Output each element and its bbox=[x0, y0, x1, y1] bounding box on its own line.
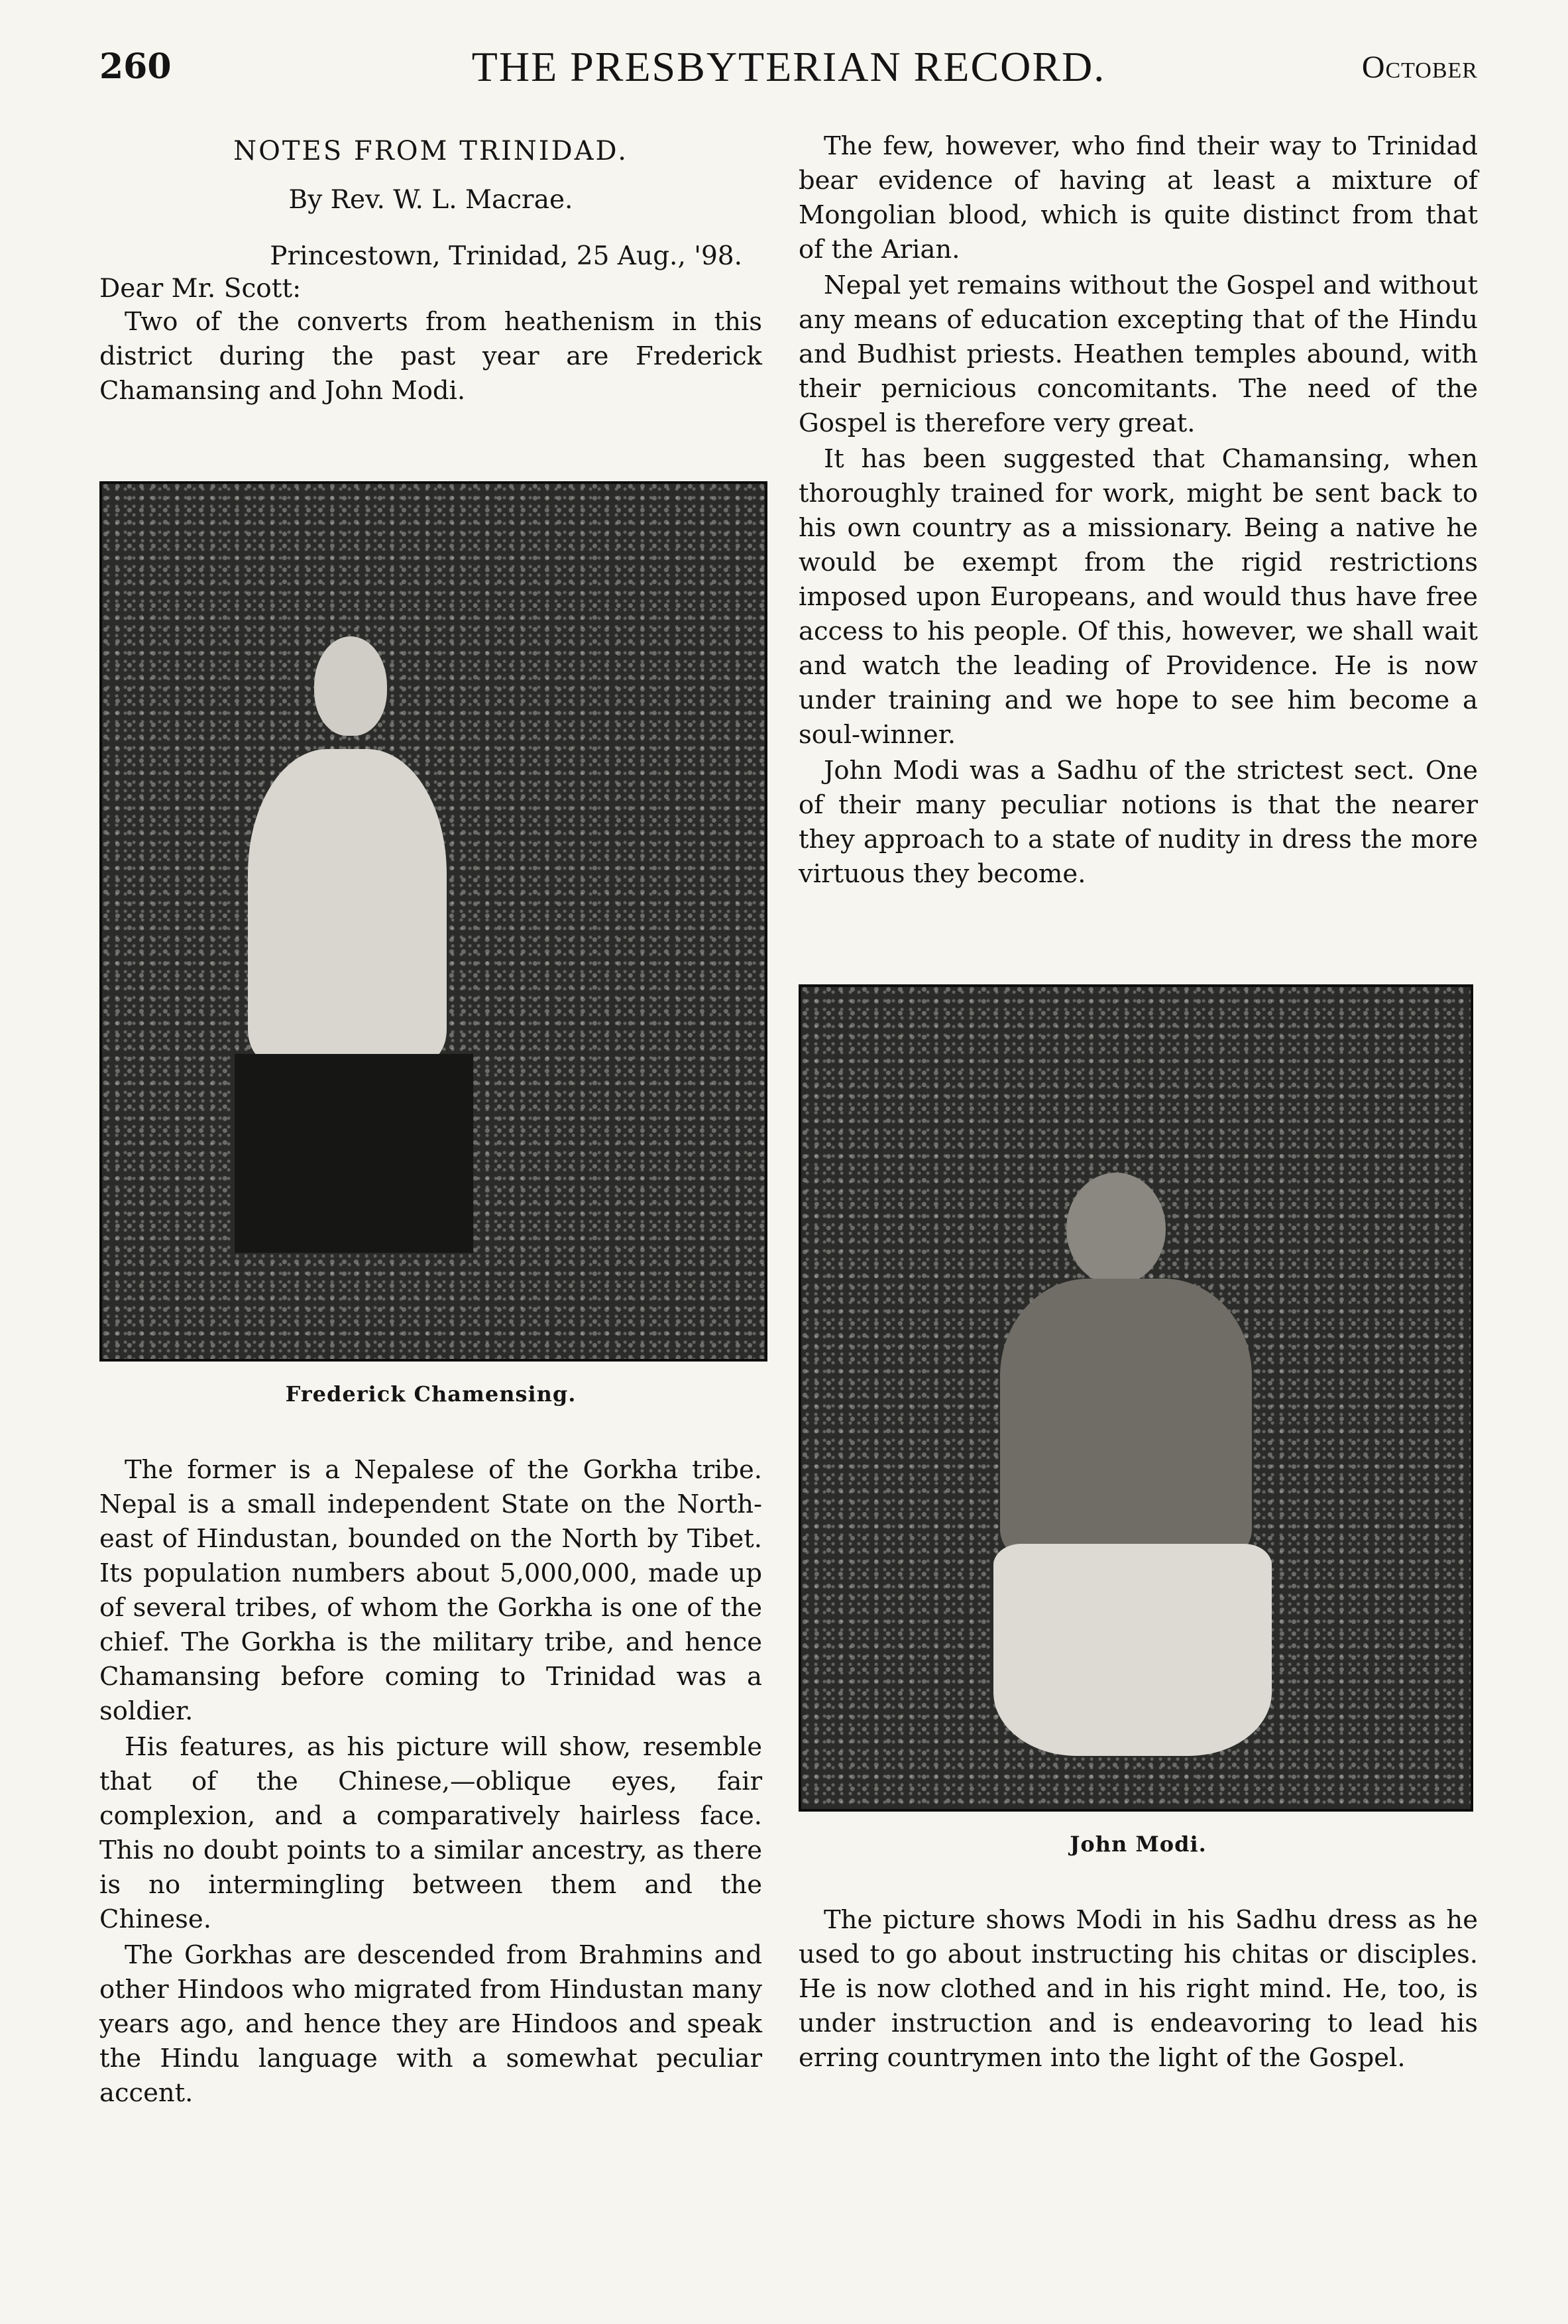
photo-seated-figure bbox=[314, 636, 387, 736]
caption-john-modi: John Modi. bbox=[1070, 1831, 1207, 1857]
right-paragraph: Nepal yet remains without the Gospel and without any means of education excepting that of the Hindu and Budhist priests. Heathen temples abound, with their pernicious concomitants. The need of the Gospel is therefore very great. bbox=[799, 270, 1478, 438]
photo-frederick-chamensing bbox=[99, 481, 767, 1362]
article-salutation: Dear Mr. Scott: bbox=[99, 274, 302, 304]
left-paragraph: His features, as his picture will show, resemble that of the Chinese,—oblique eyes, fair complexion, and a comparatively hairless face. This no doubt points to a similar ancestry, as there is no intermingling between them and the Chinese. bbox=[99, 1732, 762, 1934]
left-paragraph: The former is a Nepalese of the Gorkha tribe. Nepal is a small independent State on the North-east of Hindustan, bounded on the North by Tibet. Its population numbers about 5,000,000, made up of several tribes, of whom the Gorkha is one of the chief. The Gorkha is the military tribe, and hence Chamansing before coming to Trinidad was a soldier. bbox=[99, 1455, 762, 1726]
photo-standing-figure-head bbox=[1066, 1173, 1166, 1285]
article-dateline: Princestown, Trinidad, 25 Aug., '98. bbox=[270, 241, 742, 271]
right-paragraph: John Modi was a Sadhu of the strictest sect. One of their many peculiar notions is that the nearer they approach to a state of nudity in dress the more virtuous they become. bbox=[799, 756, 1478, 889]
photo-figure-legs bbox=[235, 1054, 473, 1253]
article-title: NOTES FROM TRINIDAD. bbox=[233, 136, 628, 166]
left-paragraph: The Gorkhas are descended from Brahmins and other Hindoos who migrated from Hindustan many years ago, and hence they are Hindoos and speak the Hindu language with a somewhat peculiar accent. bbox=[99, 1940, 762, 2108]
right-column bbox=[799, 129, 1478, 2077]
left-column bbox=[99, 129, 762, 2112]
caption-frederick-chamensing: Frederick Chamensing. bbox=[285, 1381, 577, 1407]
right-paragraph: It has been suggested that Chamansing, when thoroughly trained for work, might be sent back to his own country as a missionary. Being a native he would be exempt from the rigid restrictions imposed upon Europeans, and would thus have free access to his people. Of this, however, we shall wait and watch the leading of Providence. He is now under training and we hope to see him become a soul-winner. bbox=[799, 444, 1478, 750]
page-number: 260 bbox=[99, 46, 172, 87]
article-byline: By Rev. W. L. Macrae. bbox=[288, 185, 573, 215]
photo-standing-figure-body bbox=[1000, 1279, 1252, 1557]
running-head: THE PRESBYTERIAN RECORD. bbox=[471, 43, 1106, 90]
article-intro: Two of the converts from heathenism in this district during the past year are Frederick Chamansing and John Modi. bbox=[99, 307, 762, 406]
page-header bbox=[99, 43, 1478, 106]
right-paragraph: The few, however, who find their way to Trinidad bear evidence of having at least a mixture of Mongolian blood, which is quite distinct from that of the Arian. bbox=[799, 131, 1478, 264]
photo-figure-cloth bbox=[993, 1544, 1272, 1756]
photo-figure-body bbox=[248, 749, 447, 1061]
issue-month: October bbox=[1361, 50, 1478, 85]
photo-john-modi bbox=[799, 984, 1473, 1812]
closing-paragraph: The picture shows Modi in his Sadhu dress as he used to go about instructing his chitas or disciples. He is now clothed and in his right mind. He, too, is under instruction and is endeavoring to lead his erring countrymen into the light of the Gospel. bbox=[799, 1905, 1478, 2073]
